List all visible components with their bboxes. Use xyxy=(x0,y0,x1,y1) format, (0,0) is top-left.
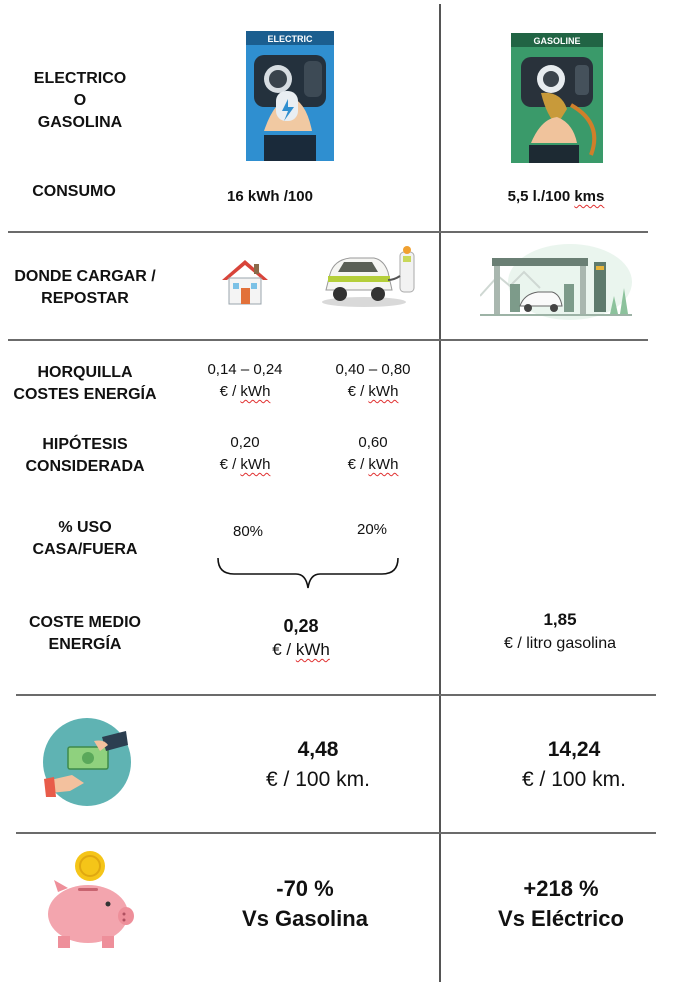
coste-medio-gasoline-value: 1,85 xyxy=(543,610,577,629)
coste-100km-electric-unit: € / 100 km. xyxy=(266,768,370,791)
ahorro-gasoline xyxy=(476,874,646,934)
ev-charging-station-icon xyxy=(320,246,422,308)
coste-100km-gasoline-unit: € / 100 km. xyxy=(522,768,626,791)
hipotesis-label-line-1: HIPÓTESIS xyxy=(42,436,128,453)
row-divider-4 xyxy=(16,832,656,834)
uso-away-pct: 20% xyxy=(356,521,388,538)
hipotesis-label xyxy=(4,434,166,478)
coste-medio-electric-unit: € / kWh xyxy=(272,640,330,659)
hipotesis-away xyxy=(318,432,428,476)
coste-medio-gasoline xyxy=(470,608,650,656)
hipotesis-label-line-2: CONSIDERADA xyxy=(25,458,145,475)
row-divider-2 xyxy=(8,339,648,341)
gas-station-illustration xyxy=(480,236,632,320)
horquilla-home-unit: € / kWh xyxy=(219,383,271,400)
consumo-gasoline-value xyxy=(486,186,626,208)
coste-medio-label-line-1: COSTE MEDIO xyxy=(28,614,141,631)
title-line-2: O xyxy=(73,92,87,109)
coste-100km-electric xyxy=(238,735,398,795)
coste-medio-electric-value: 0,28 xyxy=(283,616,319,636)
coste-medio-gasoline-unit: € / litro gasolina xyxy=(503,635,617,652)
hipotesis-away-unit: € / kWh xyxy=(347,456,399,473)
curly-brace xyxy=(216,556,400,592)
donde-label-line-2: REPOSTAR xyxy=(41,290,129,307)
consumo-electric-value: 16 kWh /100 xyxy=(227,188,313,205)
hipotesis-home xyxy=(190,432,300,476)
coste-100km-electric-value: 4,48 xyxy=(297,738,339,761)
coste-100km-gasoline-value: 14,24 xyxy=(547,738,601,761)
electric-badge-text: ELECTRIC xyxy=(267,34,313,44)
ahorro-gasoline-pct: +218 % xyxy=(523,876,599,901)
horquilla-away-unit: € / kWh xyxy=(347,383,399,400)
horquilla-label-line-2: COSTES ENERGÍA xyxy=(13,386,157,403)
donde-label xyxy=(4,266,166,310)
consumo-gasoline-unit: kms xyxy=(574,188,605,205)
house-icon xyxy=(220,256,270,306)
gasoline-badge-text: GASOLINE xyxy=(533,36,581,46)
horquilla-away xyxy=(318,359,428,403)
coste-medio-label xyxy=(4,612,166,656)
coste-100km-gasoline xyxy=(494,735,654,795)
title-block xyxy=(10,68,150,134)
coste-medio-electric xyxy=(236,614,366,662)
donde-label-line-1: DONDE CARGAR / xyxy=(14,268,156,285)
horquilla-label xyxy=(4,362,166,406)
gasoline-poster xyxy=(511,33,603,163)
piggy-bank-icon xyxy=(42,848,134,950)
ahorro-electric-pct: -70 % xyxy=(276,876,334,901)
ahorro-electric-vs: Vs Gasolina xyxy=(242,906,368,931)
title-line-1: ELECTRICO xyxy=(33,70,127,87)
electric-poster xyxy=(246,31,334,161)
money-exchange-icon xyxy=(42,717,132,807)
center-divider xyxy=(439,4,441,982)
horquilla-home-range: 0,14 – 0,24 xyxy=(207,361,283,378)
ahorro-electric xyxy=(220,874,390,934)
ahorro-gasoline-vs: Vs Eléctrico xyxy=(498,906,624,931)
uso-home-pct: 80% xyxy=(232,523,264,540)
row-divider-3 xyxy=(16,694,656,696)
consumo-label: CONSUMO xyxy=(32,183,116,200)
horquilla-away-range: 0,40 – 0,80 xyxy=(335,361,411,378)
uso-label-line-1: % USO xyxy=(58,519,112,536)
coste-medio-label-line-2: ENERGÍA xyxy=(48,636,122,653)
uso-label xyxy=(4,517,166,561)
hipotesis-home-unit: € / kWh xyxy=(219,456,271,473)
hipotesis-away-value: 0,60 xyxy=(358,434,388,451)
uso-label-line-2: CASA/FUERA xyxy=(32,541,138,558)
hipotesis-home-value: 0,20 xyxy=(230,434,260,451)
horquilla-label-line-1: HORQUILLA xyxy=(37,364,133,381)
title-line-3: GASOLINA xyxy=(37,114,123,131)
consumo-gasoline-number: 5,5 l./100 xyxy=(507,188,575,205)
row-divider-1 xyxy=(8,231,648,233)
horquilla-home xyxy=(190,359,300,403)
